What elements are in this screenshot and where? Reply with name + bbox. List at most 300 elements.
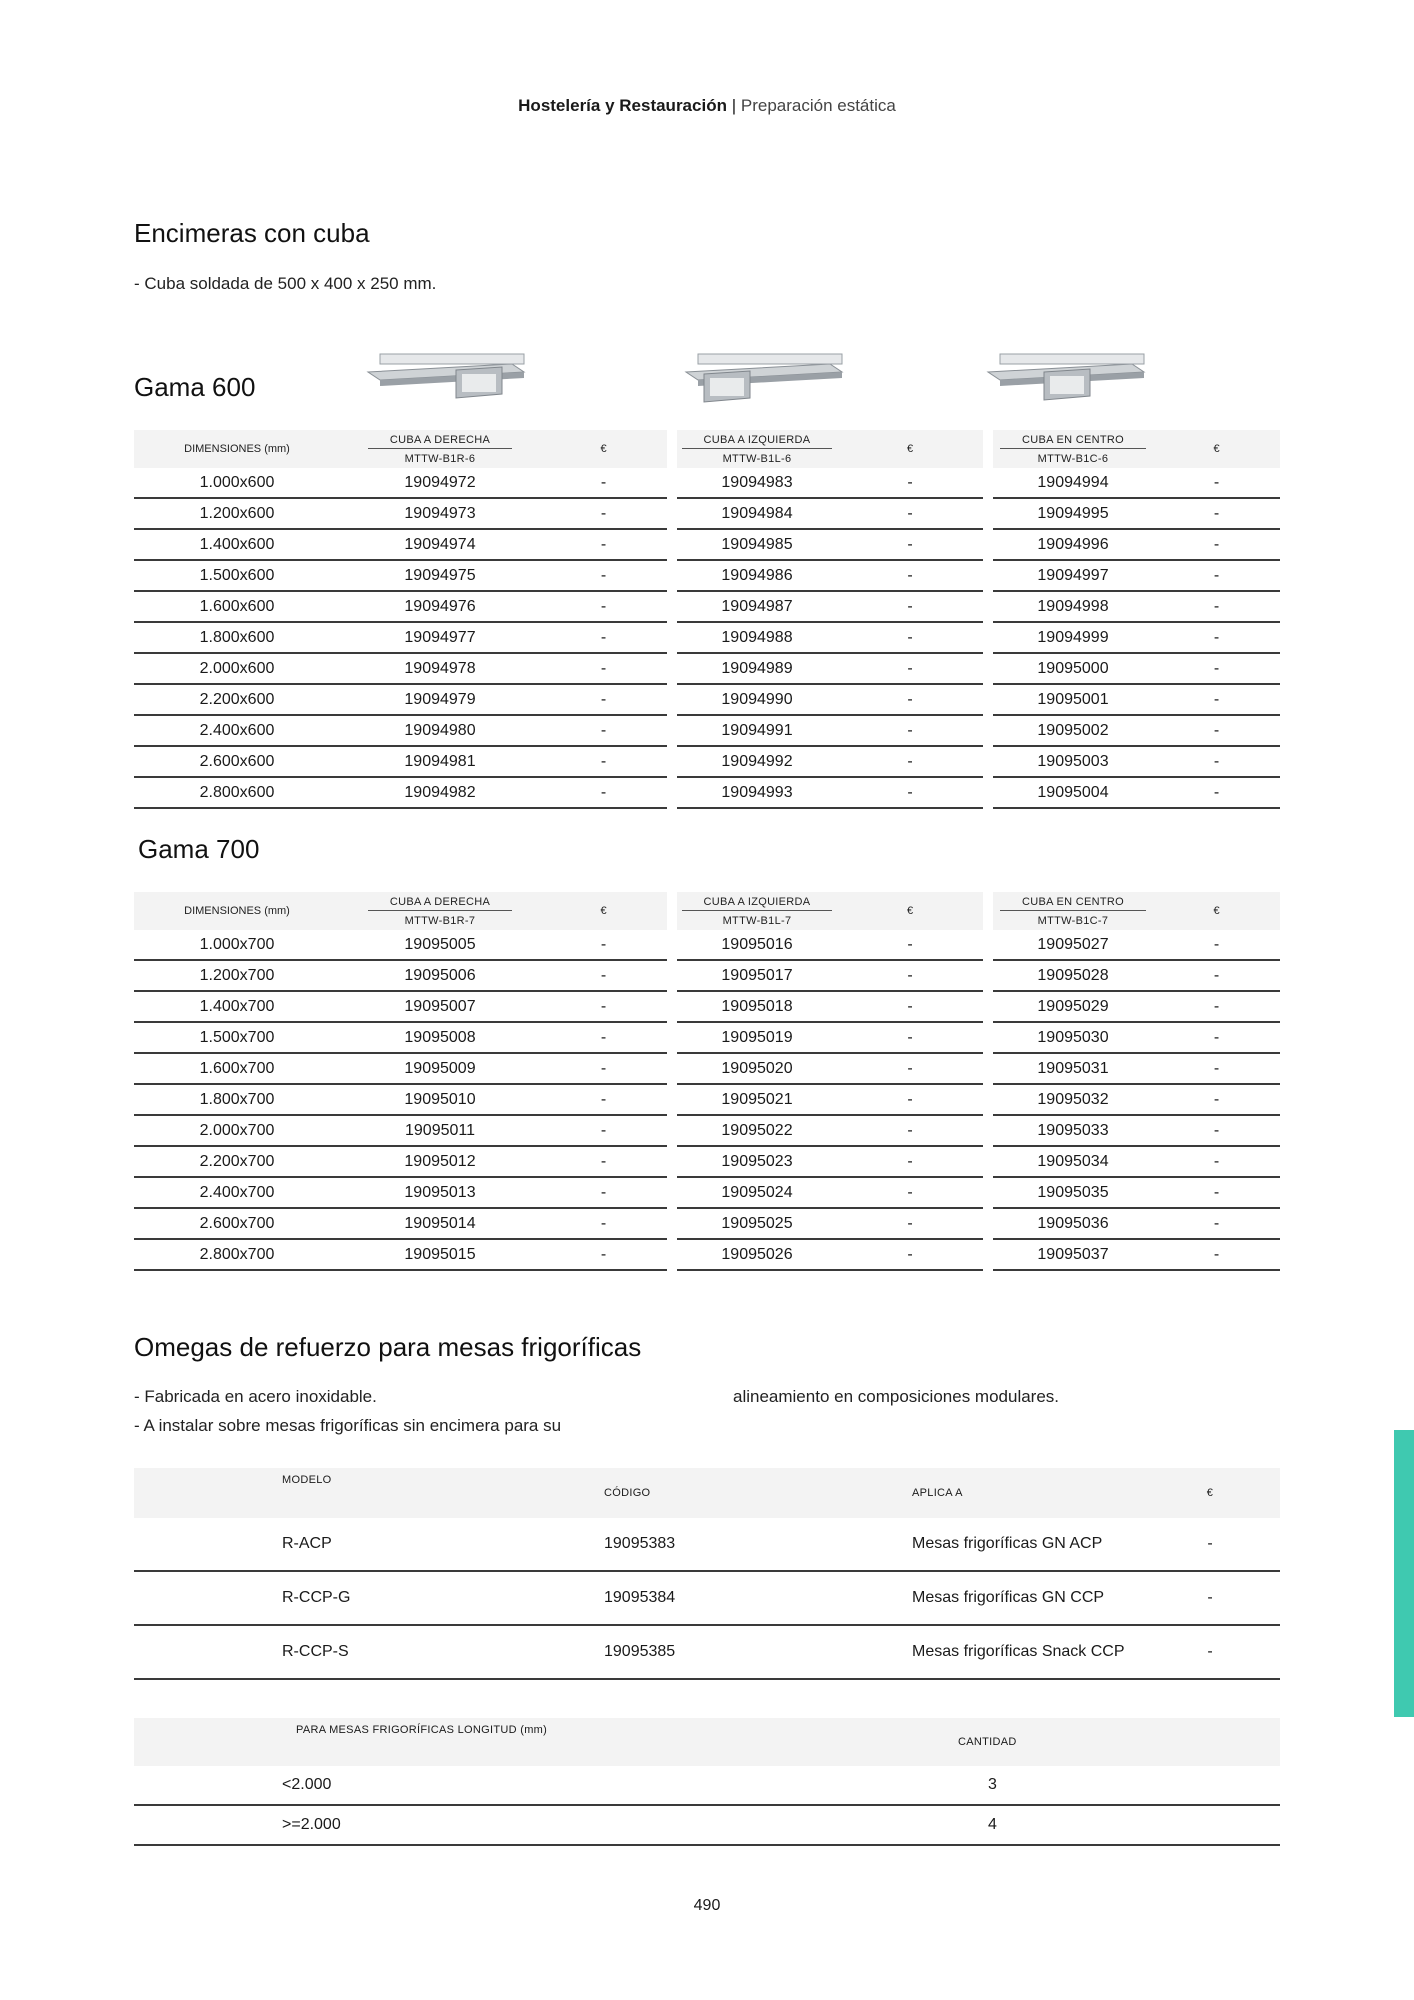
col-dimensions: DIMENSIONES (mm) (134, 430, 340, 468)
cell-price: - (1153, 498, 1280, 529)
cell-dimensions: 1.200x700 (134, 960, 340, 991)
table-row (134, 777, 1280, 808)
cell-spacer (134, 1571, 282, 1625)
cell-gap (667, 930, 677, 960)
cell-gap (983, 1208, 993, 1239)
col-euro: € (540, 892, 667, 930)
cell-price: - (540, 653, 667, 684)
table-row (134, 560, 1280, 591)
cell-price: - (837, 715, 983, 746)
cell-price: - (540, 468, 667, 498)
cell-gap (667, 1084, 677, 1115)
cell-code-right: 19094982 (340, 777, 540, 808)
cell-dimensions: 2.200x700 (134, 1146, 340, 1177)
table-row (134, 653, 1280, 684)
cell-code-right: 19094972 (340, 468, 540, 498)
table-row (134, 1518, 1280, 1571)
cell-price: - (837, 1239, 983, 1270)
sink-right-image (366, 350, 526, 410)
cell-code-center: 19095034 (993, 1146, 1153, 1177)
table-row (134, 591, 1280, 622)
gama-700-header-row (134, 892, 1280, 930)
cell-code-center: 19094998 (993, 591, 1153, 622)
gama-600-header-row (134, 430, 1280, 468)
cell-gap (667, 560, 677, 591)
cell-gap (983, 1053, 993, 1084)
cell-price: - (1153, 715, 1280, 746)
cell-dimensions: 1.500x700 (134, 1022, 340, 1053)
cell-gap (983, 1115, 993, 1146)
cell-gap (667, 591, 677, 622)
cell-price: - (1153, 1115, 1280, 1146)
cell-price: - (540, 1084, 667, 1115)
gama-600-table (134, 430, 1280, 809)
cell-price: - (1153, 1239, 1280, 1270)
table-row (134, 1115, 1280, 1146)
cell-price: - (837, 777, 983, 808)
cell-code-center: 19095032 (993, 1084, 1153, 1115)
cell-price: - (1153, 468, 1280, 498)
col-euro: € (540, 430, 667, 468)
cell-code-left: 19094989 (677, 653, 837, 684)
cell-applies: Mesas frigoríficas Snack CCP (912, 1625, 1140, 1679)
cell-price: - (540, 622, 667, 653)
cell-dimensions: 1.600x700 (134, 1053, 340, 1084)
cell-gap (667, 1239, 677, 1270)
cell-dimensions: 1.800x700 (134, 1084, 340, 1115)
cell-price: - (837, 1115, 983, 1146)
table-row (134, 1177, 1280, 1208)
col-gap (983, 892, 993, 930)
cell-gap (983, 498, 993, 529)
cell-code-center: 19094994 (993, 468, 1153, 498)
table-row (134, 622, 1280, 653)
cell-code-left: 19094993 (677, 777, 837, 808)
cell-spacer (134, 1518, 282, 1571)
cell-price: - (540, 1146, 667, 1177)
cell-gap (983, 1177, 993, 1208)
cell-code-center: 19095029 (993, 991, 1153, 1022)
cell-gap (983, 930, 993, 960)
cell-price: - (837, 746, 983, 777)
cell-dimensions: 1.500x600 (134, 560, 340, 591)
cell-model: R-CCP-S (282, 1625, 572, 1679)
cell-price: - (540, 746, 667, 777)
cell-price: - (837, 529, 983, 560)
cell-code-right: 19094979 (340, 684, 540, 715)
cell-price: - (1153, 560, 1280, 591)
cell-price: - (540, 498, 667, 529)
cell-code-center: 19095002 (993, 715, 1153, 746)
cell-code-center: 19095028 (993, 960, 1153, 991)
table-row (134, 960, 1280, 991)
cell-code-right: 19094974 (340, 529, 540, 560)
cell-code-left: 19095016 (677, 930, 837, 960)
table-row (134, 1084, 1280, 1115)
col-qty: CANTIDAD (958, 1718, 1280, 1766)
cell-code-center: 19095031 (993, 1053, 1153, 1084)
cell-dimensions: 1.200x600 (134, 498, 340, 529)
header-section: Hostelería y Restauración (518, 96, 727, 115)
omegas-note-1: - Fabricada en acero inoxidable. (134, 1387, 377, 1406)
table-row (134, 1146, 1280, 1177)
cell-gap (667, 715, 677, 746)
cell-code: 19095383 (572, 1518, 912, 1571)
table-row (134, 991, 1280, 1022)
col-applies: APLICA A (912, 1468, 1140, 1518)
gama-700-table (134, 892, 1280, 1271)
sink-center-image (986, 350, 1146, 410)
cell-code-right: 19094981 (340, 746, 540, 777)
cell-dimensions: 1.000x600 (134, 468, 340, 498)
cell-price: - (1153, 653, 1280, 684)
cell-price: - (1153, 529, 1280, 560)
table-row (134, 529, 1280, 560)
cell-gap (667, 960, 677, 991)
cell-price: - (540, 560, 667, 591)
section-title-omegas: Omegas de refuerzo para mesas frigoríficas (134, 1332, 642, 1362)
cell-code-right: 19095011 (340, 1115, 540, 1146)
cell-code-center: 19095000 (993, 653, 1153, 684)
cell-code-left: 19094990 (677, 684, 837, 715)
cell-code-center: 19095003 (993, 746, 1153, 777)
page-header (0, 96, 1414, 116)
cell-code-center: 19095027 (993, 930, 1153, 960)
cell-code-right: 19094976 (340, 591, 540, 622)
col-group-right: CUBA A DERECHA MTTW-B1R-7 (340, 892, 540, 930)
cell-price: - (1140, 1518, 1280, 1571)
omegas-body (134, 1518, 1280, 1679)
col-gap (667, 430, 677, 468)
cell-price: - (1153, 591, 1280, 622)
cell-gap (983, 1084, 993, 1115)
cell-price: - (1153, 991, 1280, 1022)
cell-code-left: 19094988 (677, 622, 837, 653)
cell-code-center: 19095033 (993, 1115, 1153, 1146)
cell-price: - (1153, 960, 1280, 991)
omegas-header-row (134, 1468, 1280, 1518)
cell-dimensions: 2.400x700 (134, 1177, 340, 1208)
cell-gap (667, 468, 677, 498)
cell-gap (983, 529, 993, 560)
table-row (134, 468, 1280, 498)
cell-code-left: 19095025 (677, 1208, 837, 1239)
cell-gap (667, 746, 677, 777)
cell-code-right: 19094978 (340, 653, 540, 684)
cell-code-right: 19094973 (340, 498, 540, 529)
cell-code-left: 19094983 (677, 468, 837, 498)
table-row (134, 498, 1280, 529)
cell-code-left: 19095018 (677, 991, 837, 1022)
cantidad-body (134, 1766, 1280, 1845)
cell-code-right: 19095009 (340, 1053, 540, 1084)
gama-700-body (134, 930, 1280, 1270)
header-separator: | (731, 96, 737, 115)
cell-dimensions: 1.600x600 (134, 591, 340, 622)
cell-code-right: 19095012 (340, 1146, 540, 1177)
cell-gap (983, 591, 993, 622)
cell-code-center: 19094999 (993, 622, 1153, 653)
page-number: 490 (693, 1897, 721, 1914)
cell-price: - (540, 991, 667, 1022)
col-model: MODELO (282, 1468, 572, 1518)
col-euro: € (837, 892, 983, 930)
cell-price: - (837, 560, 983, 591)
cell-price: - (837, 1177, 983, 1208)
cell-code-right: 19095015 (340, 1239, 540, 1270)
cell-code-left: 19095019 (677, 1022, 837, 1053)
cell-code-right: 19095014 (340, 1208, 540, 1239)
col-group-left: CUBA A IZQUIERDA MTTW-B1L-6 (677, 430, 837, 468)
cell-price: - (837, 684, 983, 715)
cell-price: - (1153, 684, 1280, 715)
cell-code: 19095385 (572, 1625, 912, 1679)
cell-price: - (1153, 1084, 1280, 1115)
table-row (134, 746, 1280, 777)
gama-700-title: Gama 700 (138, 834, 260, 864)
col-group-right: CUBA A DERECHA MTTW-B1R-6 (340, 430, 540, 468)
cell-price: - (1153, 1022, 1280, 1053)
cell-price: - (540, 715, 667, 746)
cell-code-right: 19095006 (340, 960, 540, 991)
col-gap (983, 430, 993, 468)
cell-gap (667, 777, 677, 808)
cell-dimensions: 2.800x600 (134, 777, 340, 808)
cell-code-center: 19095001 (993, 684, 1153, 715)
cell-code-right: 19094980 (340, 715, 540, 746)
cell-code-right: 19094975 (340, 560, 540, 591)
cell-code-right: 19095010 (340, 1084, 540, 1115)
cell-price: - (837, 653, 983, 684)
gama-600-title: Gama 600 (134, 372, 256, 402)
col-spacer (134, 1468, 282, 1518)
col-length: PARA MESAS FRIGORÍFICAS LONGITUD (mm) (282, 1718, 958, 1766)
cell-dimensions: 2.400x600 (134, 715, 340, 746)
cell-price: - (1153, 930, 1280, 960)
gama-600-body (134, 468, 1280, 808)
cell-price: - (837, 960, 983, 991)
cell-code-center: 19095036 (993, 1208, 1153, 1239)
cell-price: - (1140, 1625, 1280, 1679)
cell-gap (983, 468, 993, 498)
cell-gap (667, 1053, 677, 1084)
cell-gap (983, 777, 993, 808)
cell-gap (983, 715, 993, 746)
table-row (134, 1766, 1280, 1805)
header-subsection: Preparación estática (740, 96, 896, 115)
cantidad-header-row (134, 1718, 1280, 1766)
cell-gap (983, 746, 993, 777)
cell-dimensions: 2.600x600 (134, 746, 340, 777)
cell-dimensions: 2.600x700 (134, 1208, 340, 1239)
cell-code-right: 19094977 (340, 622, 540, 653)
cell-gap (667, 1115, 677, 1146)
cell-dimensions: 2.200x600 (134, 684, 340, 715)
cell-dimensions: 1.000x700 (134, 930, 340, 960)
cell-spacer (134, 1625, 282, 1679)
cell-price: - (837, 498, 983, 529)
cell-gap (667, 498, 677, 529)
cell-code-left: 19094984 (677, 498, 837, 529)
cell-code-left: 19094991 (677, 715, 837, 746)
col-group-center: CUBA EN CENTRO MTTW-B1C-6 (993, 430, 1153, 468)
cell-price: - (837, 591, 983, 622)
cell-price: - (1140, 1571, 1280, 1625)
cell-price: - (540, 1053, 667, 1084)
table-row (134, 684, 1280, 715)
cell-price: - (1153, 1053, 1280, 1084)
cell-gap (983, 1146, 993, 1177)
col-code: CÓDIGO (572, 1468, 912, 1518)
cell-code-left: 19095021 (677, 1084, 837, 1115)
cell-price: - (837, 930, 983, 960)
cell-length: <2.000 (282, 1766, 958, 1805)
cell-gap (983, 1022, 993, 1053)
encimeras-note: - Cuba soldada de 500 x 400 x 250 mm. (134, 274, 437, 293)
cell-code-right: 19095008 (340, 1022, 540, 1053)
cell-spacer (134, 1805, 282, 1845)
cell-price: - (837, 1022, 983, 1053)
col-euro: € (837, 430, 983, 468)
cell-gap (667, 1208, 677, 1239)
cell-dimensions: 1.800x600 (134, 622, 340, 653)
cell-price: - (837, 1053, 983, 1084)
cell-price: - (540, 591, 667, 622)
cell-price: - (837, 1208, 983, 1239)
cell-price: - (540, 1177, 667, 1208)
cell-price: - (1153, 622, 1280, 653)
cell-code-left: 19094992 (677, 746, 837, 777)
cell-code-left: 19094987 (677, 591, 837, 622)
cell-gap (667, 1177, 677, 1208)
cell-price: - (540, 1239, 667, 1270)
cell-gap (667, 529, 677, 560)
cell-price: - (540, 960, 667, 991)
omegas-note-2: - A instalar sobre mesas frigoríficas sin encimera para su (134, 1416, 562, 1435)
col-euro: € (1153, 892, 1280, 930)
cell-code-left: 19095020 (677, 1053, 837, 1084)
cell-code-center: 19095035 (993, 1177, 1153, 1208)
table-row (134, 1571, 1280, 1625)
cell-price: - (837, 991, 983, 1022)
cell-gap (667, 622, 677, 653)
table-row (134, 1239, 1280, 1270)
col-euro: € (1153, 430, 1280, 468)
cell-gap (983, 622, 993, 653)
table-row (134, 1805, 1280, 1845)
cell-gap (983, 991, 993, 1022)
omegas-note-3: alineamiento en composiciones modulares. (733, 1387, 1060, 1406)
cell-gap (983, 560, 993, 591)
col-group-center: CUBA EN CENTRO MTTW-B1C-7 (993, 892, 1153, 930)
cell-code-left: 19094985 (677, 529, 837, 560)
cell-code-left: 19095023 (677, 1146, 837, 1177)
cell-model: R-ACP (282, 1518, 572, 1571)
cell-dimensions: 2.800x700 (134, 1239, 340, 1270)
cell-price: - (1153, 1208, 1280, 1239)
cell-price: - (837, 1084, 983, 1115)
cell-code-left: 19095026 (677, 1239, 837, 1270)
cell-gap (667, 1146, 677, 1177)
cell-model: R-CCP-G (282, 1571, 572, 1625)
cantidad-table (134, 1718, 1280, 1846)
cell-code-right: 19095005 (340, 930, 540, 960)
cell-gap (667, 991, 677, 1022)
col-spacer (134, 1718, 282, 1766)
table-row (134, 1053, 1280, 1084)
cell-gap (667, 684, 677, 715)
col-euro: € (1140, 1468, 1280, 1518)
cell-price: - (540, 684, 667, 715)
cell-code-center: 19095004 (993, 777, 1153, 808)
cell-price: - (540, 1208, 667, 1239)
cell-price: - (837, 468, 983, 498)
cell-price: - (1153, 746, 1280, 777)
col-dimensions: DIMENSIONES (mm) (134, 892, 340, 930)
sink-left-image (684, 350, 844, 410)
cell-price: - (540, 1022, 667, 1053)
table-row (134, 1625, 1280, 1679)
cell-dimensions: 1.400x600 (134, 529, 340, 560)
table-row (134, 1208, 1280, 1239)
cell-qty: 4 (958, 1805, 1280, 1845)
cell-spacer (134, 1766, 282, 1805)
cell-code-left: 19094986 (677, 560, 837, 591)
cell-code-left: 19095022 (677, 1115, 837, 1146)
cell-code: 19095384 (572, 1571, 912, 1625)
cell-gap (983, 960, 993, 991)
cell-dimensions: 2.000x700 (134, 1115, 340, 1146)
cell-code-center: 19094995 (993, 498, 1153, 529)
cell-code-center: 19094996 (993, 529, 1153, 560)
cell-price: - (1153, 1146, 1280, 1177)
cell-price: - (837, 1146, 983, 1177)
cell-gap (983, 653, 993, 684)
table-row (134, 715, 1280, 746)
cell-code-center: 19095037 (993, 1239, 1153, 1270)
cell-price: - (1153, 1177, 1280, 1208)
col-gap (667, 892, 677, 930)
cell-price: - (540, 930, 667, 960)
omegas-model-table (134, 1468, 1280, 1680)
cell-qty: 3 (958, 1766, 1280, 1805)
cell-dimensions: 2.000x600 (134, 653, 340, 684)
cell-applies: Mesas frigoríficas GN CCP (912, 1571, 1140, 1625)
cell-price: - (540, 529, 667, 560)
section-title-encimeras: Encimeras con cuba (134, 218, 370, 248)
cell-price: - (540, 777, 667, 808)
cell-dimensions: 1.400x700 (134, 991, 340, 1022)
cell-gap (667, 653, 677, 684)
cell-code-left: 19095024 (677, 1177, 837, 1208)
table-row (134, 930, 1280, 960)
cell-code-center: 19094997 (993, 560, 1153, 591)
cell-length: >=2.000 (282, 1805, 958, 1845)
cell-gap (983, 684, 993, 715)
section-tab-marker (1394, 1430, 1414, 1717)
cell-price: - (837, 622, 983, 653)
cell-code-left: 19095017 (677, 960, 837, 991)
cell-code-center: 19095030 (993, 1022, 1153, 1053)
cell-gap (667, 1022, 677, 1053)
cell-code-right: 19095007 (340, 991, 540, 1022)
cell-price: - (1153, 777, 1280, 808)
cell-gap (983, 1239, 993, 1270)
col-group-left: CUBA A IZQUIERDA MTTW-B1L-7 (677, 892, 837, 930)
table-row (134, 1022, 1280, 1053)
cell-code-right: 19095013 (340, 1177, 540, 1208)
cell-applies: Mesas frigoríficas GN ACP (912, 1518, 1140, 1571)
